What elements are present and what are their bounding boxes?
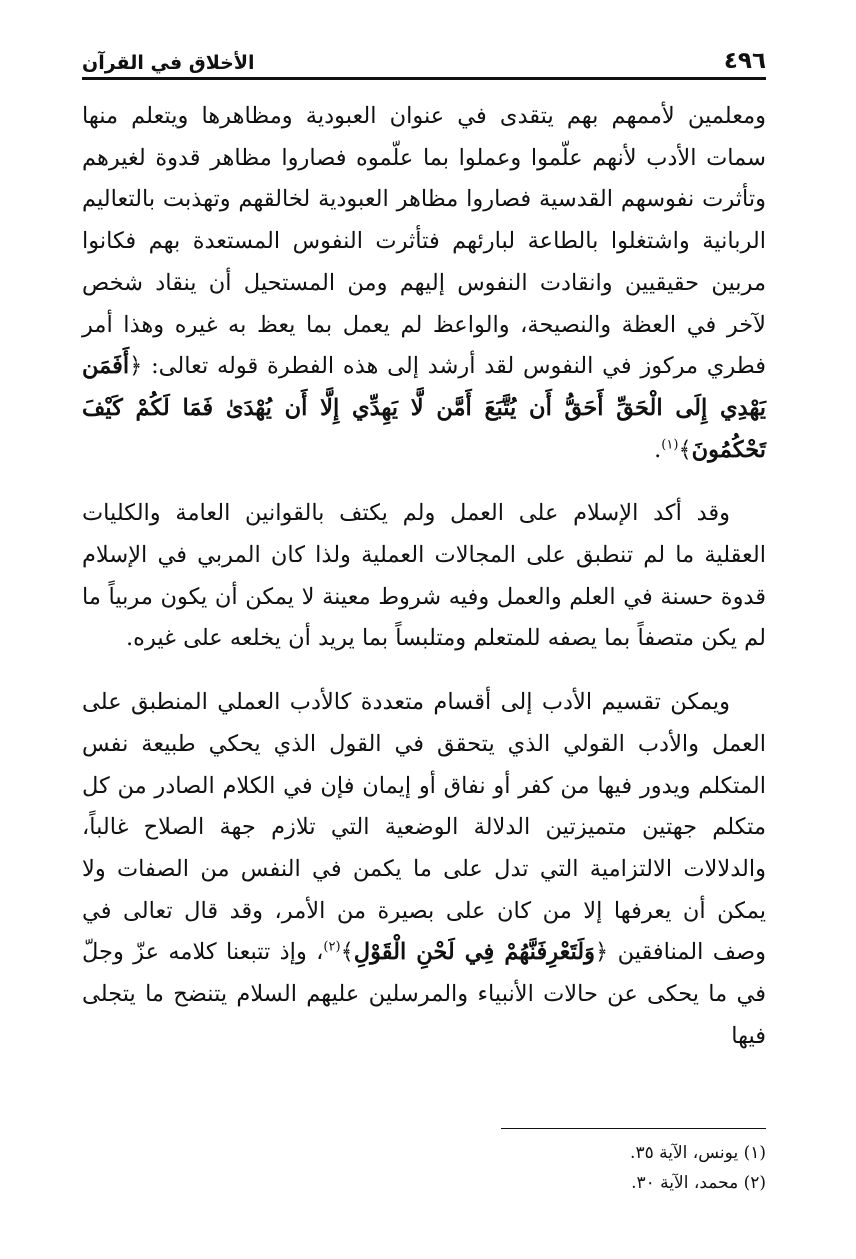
quran-close-bracket: ﴾ [678,436,692,463]
paragraph-3 [82,682,766,1057]
quran-open-bracket: ﴿ [129,353,143,380]
quran-close-bracket: ﴾ [340,939,354,966]
footnotes [82,1138,766,1198]
paragraph-1-text: ومعلمين لأممهم بهم يتقدى في عنوان العبودية ومظاهرها ويتعلم منها سمات الأدب لأنهم علّموا وعملوا بما علّموه فصاروا مظاهر قدوة لغيرهم وتأثرت نفوسهم القدسية فصاروا مظاهر العبودية لخالقهم وتهذبت بالتعاليم الربانية واشتغلوا بالطاعة لبارئهم فتأثرت النفوس المستعدة بهم فكانوا مربين حقيقيين وانقادت النفوس إليهم ومن المستحيل أن ينقاد شخص لآخر في العظة والنصيحة، والواعظ لم يعمل بما يعظ به غيره وهذا أمر فطري مركوز في النفوس لقد أرشد إلى هذه الفطرة قوله تعالى: [82,103,767,380]
footnote-2: (٢) محمد، الآية ٣٠. [631,1173,766,1193]
page-header [82,34,766,74]
quran-open-bracket: ﴿ [595,939,609,966]
running-title: الأخلاق في القرآن [82,52,255,74]
paragraph-2 [82,493,766,660]
paragraph-1-tail: . [654,436,662,463]
paragraph-2-text: وقد أكد الإسلام على العمل ولم يكتف بالقوانين العامة والكليات العقلية ما لم تنطبق على المجالات العملية ولذا كان المربي في الإسلام قدوة حسنة في العلم والعمل وفيه شروط معينة لا يمكن أن يكون مربياً ما لم يكن متصفاً بما يصفه للمتعلم ومتلبساً بما يريد أن يخلعه على غيره. [82,500,766,652]
paragraph-1 [82,96,766,471]
footnote-1: (١) يونس، الآية ٣٥. [630,1143,766,1163]
quran-verse-2-text: وَلَتَعْرِفَنَّهُمْ فِي لَحْنِ الْقَوْلِ [353,939,596,966]
quran-verse-2 [341,939,609,965]
paragraph-3-tail: ، وإذ تتبعنا كلامه عزّ وجلّ في ما يحكى عن حالات الأنبياء والمرسلين عليهم السلام يتنضح ما يتجلى فيها [82,939,766,1049]
footnote-divider [501,1128,766,1129]
paragraph-3-text: ويمكن تقسيم الأدب إلى أقسام متعددة كالأدب العملي المنطبق على العمل والأدب القولي الذي يتحقق في القول الذي يحكي طبيعة نفس المتكلم ويدور فيها من كفر أو نفاق أو إيمان فإن في الكلام الصادر من كل متكلم جهتين متميزتين الدلالة الوضعية التي تلازم جهة الصلاح غالباً، والدلالات الالتزامية التي تدل على ما يكمن في النفس من الصفات ولا يمكن أن يعرفها إلا من كان على بصيرة من الأمر، وقد قال تعالى في وصف المنافقين [82,689,766,966]
page-number: ٤٩٦ [723,48,766,74]
header-divider [82,77,766,80]
footnote-ref-2: (٢) [323,939,341,955]
quran-verse-1-text: أَفَمَن يَهْدِي إِلَى الْحَقِّ أَحَقُّ أَن يُتَّبَعَ أَمَّن لَّا يَهِدِّي إِلَّا أَن يُهْدَىٰ فَمَا لَكُمْ كَيْفَ تَحْكُمُونَ [82,353,766,463]
body-text [82,96,766,1057]
footnote-ref-1: (١) [661,437,679,453]
